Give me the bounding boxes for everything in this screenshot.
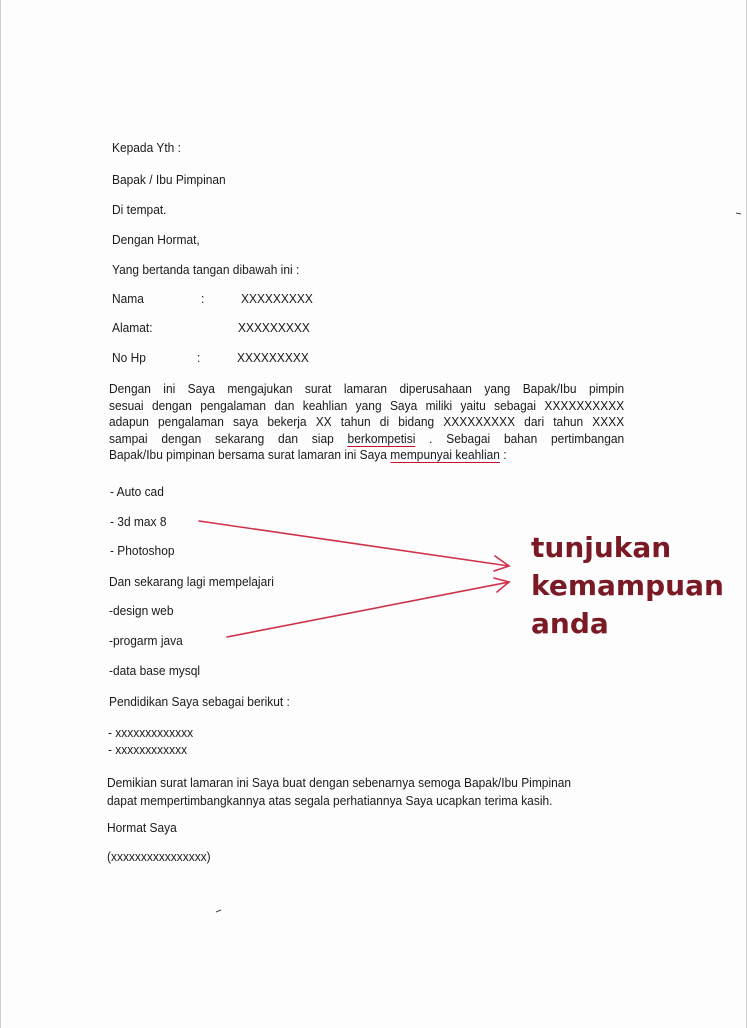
field-separator: : (197, 350, 201, 365)
education-item: - xxxxxxxxxxxxx (108, 725, 194, 740)
field-separator: : (201, 291, 205, 306)
paragraph-line-4-post: . Sebagai bahan pertimbangan (429, 430, 625, 446)
greeting-line-1: Kepada Yth : (112, 140, 181, 155)
learning-item: -progarm java (109, 633, 183, 648)
field-label: No Hp (112, 350, 146, 365)
scan-speck (216, 910, 221, 912)
paragraph-line-1: Dengan ini Saya mengajukan surat lamaran diperusahaan yang Bapak/Ibu pimpin (109, 381, 625, 396)
sign-off: Hormat Saya (107, 820, 177, 835)
paragraph-line-5-pre: Bapak/Ibu pimpinan bersama surat lamaran ini Saya (109, 447, 387, 462)
underlined-berkompetisi: berkompetisi (347, 430, 416, 446)
paragraph-line-2: sesuai dengan pengalaman dan keahlian yang Saya miliki yaitu sebagai XXXXXXXXXX (109, 397, 625, 413)
paragraph-line-5-post: : (503, 447, 507, 462)
greeting-line-2: Bapak / Ibu Pimpinan (112, 172, 226, 187)
body-paragraph (109, 381, 624, 464)
learning-item: -data base mysql (109, 663, 201, 678)
arrow-line-upper (199, 521, 509, 566)
paragraph-line-4-pre: sampai dengan sekarang dan siap (109, 430, 334, 446)
field-label: Nama (112, 291, 144, 306)
field-value: XXXXXXXXX (241, 291, 313, 306)
skill-item: - Photoshop (110, 543, 175, 558)
paragraph-line-4 (109, 431, 624, 448)
closing-line-2: dapat mempertimbangkannya atas segala perhatiannya Saya ucapkan terima kasih. (107, 793, 553, 808)
annotation-line-1: tunjukan (531, 531, 672, 564)
greeting-line-4: Dengan Hormat, (112, 232, 200, 247)
underlined-mempunyai-keahlian: mempunyai keahlian (390, 447, 500, 462)
annotation-line-2: kemampuan (531, 569, 724, 602)
arrow-line-lower (227, 582, 509, 637)
education-item: - xxxxxxxxxxxx (108, 742, 188, 757)
learning-item: -design web (109, 603, 174, 618)
arrowhead-upper (494, 556, 509, 571)
greeting-line-3: Di tempat. (112, 202, 167, 217)
annotation-line-3: anda (531, 607, 609, 640)
arrowhead-lower (494, 578, 509, 592)
intro-line: Yang bertanda tangan dibawah ini : (112, 262, 300, 277)
skill-item: - 3d max 8 (110, 514, 167, 529)
field-value: XXXXXXXXX (237, 350, 309, 365)
paragraph-line-5 (109, 447, 624, 464)
learning-intro: Dan sekarang lagi mempelajari (109, 574, 274, 589)
scan-speck (736, 213, 741, 214)
education-intro: Pendidikan Saya sebagai berikut : (109, 694, 290, 709)
paragraph-line-3: adapun pengalaman saya bekerja XX tahun di bidang XXXXXXXXX dari tahun XXXX (109, 414, 625, 429)
field-value: XXXXXXXXX (238, 320, 310, 335)
closing-line-1: Demikian surat lamaran ini Saya buat dengan sebenarnya semoga Bapak/Ibu Pimpinan (107, 775, 572, 790)
field-label: Alamat: (112, 320, 153, 335)
skill-item: - Auto cad (110, 484, 164, 499)
signature: (xxxxxxxxxxxxxxxx) (107, 849, 211, 864)
